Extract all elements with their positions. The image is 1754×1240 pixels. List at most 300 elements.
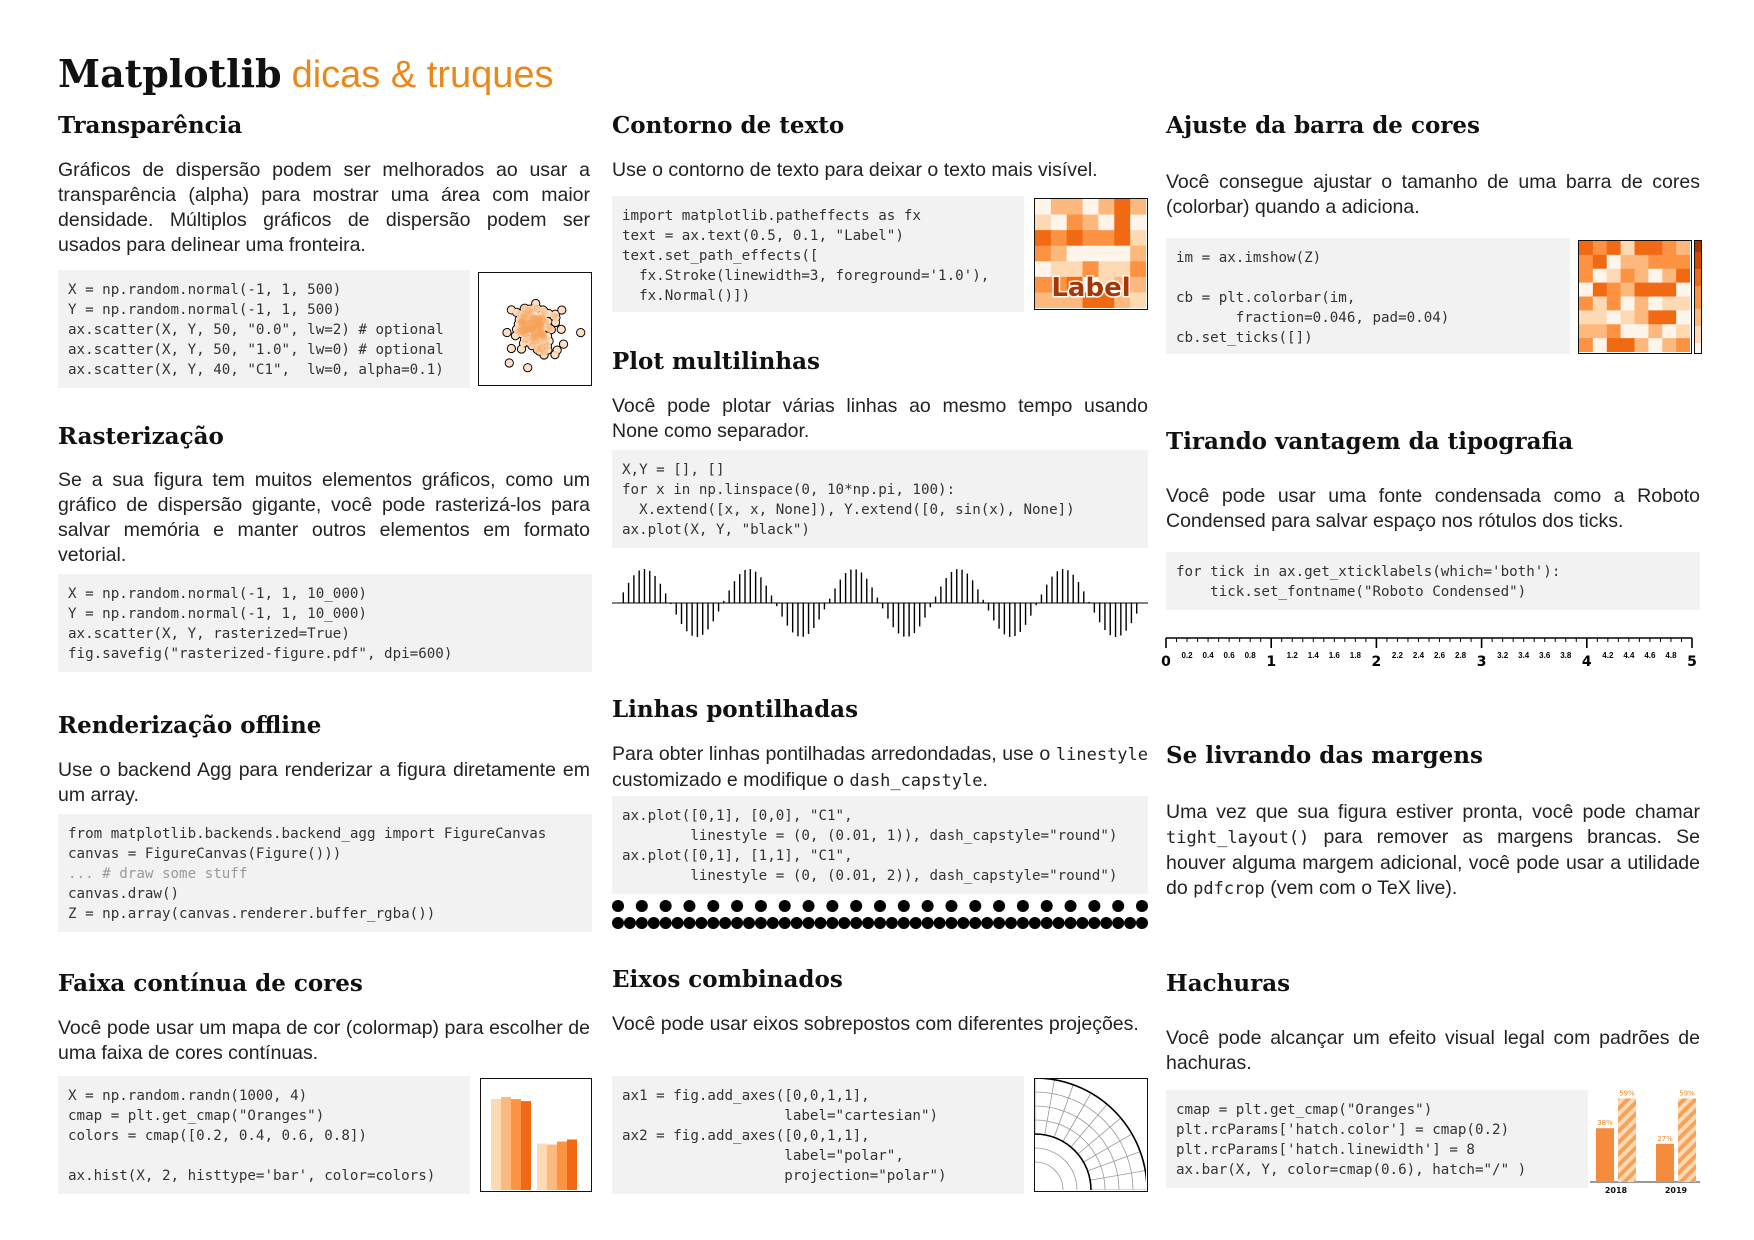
dot-sparse <box>731 900 743 912</box>
dot-dense <box>1088 917 1100 929</box>
colorbar-heatmap-cell <box>1607 241 1621 255</box>
hatch-chart-category-label: 2019 <box>1664 1186 1688 1195</box>
code-line: X.extend([x, x, None]), Y.extend([0, sin(x), None]) <box>622 502 1075 518</box>
text-offline: Use o backend Agg para renderizar a figura diretamente em um array. <box>58 759 590 806</box>
major-tick-label: 0 <box>1161 654 1171 670</box>
scatter-point-alpha <box>529 333 536 340</box>
colorbar-segment <box>1694 263 1702 269</box>
outline-heatmap-cell <box>1035 261 1051 277</box>
outline-heatmap-cell <box>1051 199 1067 215</box>
polar-grid-arc <box>1035 1148 1077 1190</box>
colorbar-segment <box>1694 269 1702 275</box>
code-line: ax.hist(X, 2, histtype='bar', color=colors) <box>68 1168 436 1184</box>
hatch-chart-solid-bar <box>1656 1144 1674 1182</box>
code-line: plt.rcParams['hatch.color'] = cmap(0.2) <box>1176 1122 1510 1138</box>
dot-sparse <box>803 900 815 912</box>
colorbar-heatmap-cell <box>1648 324 1662 338</box>
hatch-chart-hatched-bar <box>1678 1098 1696 1182</box>
scatter-point-alpha <box>554 347 561 354</box>
colorbar-heatmap-cell <box>1621 297 1635 311</box>
outline-heatmap-cell <box>1067 246 1083 262</box>
colorbar-heatmap-cell <box>1676 324 1690 338</box>
colorbar-heatmap-cell <box>1607 255 1621 269</box>
dot-dense <box>874 917 886 929</box>
scatter-point-alpha <box>524 364 531 371</box>
dot-dense <box>862 917 874 929</box>
dot-dense <box>695 917 707 929</box>
outline-heatmap-cell <box>1083 215 1099 231</box>
scatter-point-alpha <box>506 359 513 366</box>
colorbar-heatmap-cell <box>1579 324 1593 338</box>
polar-grid-arc <box>1035 1162 1063 1190</box>
outline-heatmap-cell <box>1114 246 1130 262</box>
outline-heatmap-cell <box>1051 246 1067 262</box>
dot-sparse <box>850 900 862 912</box>
minor-tick-label: 2.4 <box>1412 651 1425 660</box>
colorbar-segment <box>1694 257 1702 263</box>
code-line: tick.set_fontname("Roboto Condensed") <box>1176 584 1527 600</box>
colorbar-heatmap-cell <box>1648 283 1662 297</box>
outline-heatmap-cell <box>1130 199 1146 215</box>
colorbar-heatmap-cell <box>1607 297 1621 311</box>
colorbar-heatmap-cell <box>1621 283 1635 297</box>
histogram-bar <box>557 1142 567 1190</box>
code-line: X = np.random.normal(-1, 1, 500) <box>68 282 342 298</box>
heading-transparencia: Transparência <box>58 112 243 139</box>
colorbar-heatmap-cell <box>1621 324 1635 338</box>
outline-heatmap-cell <box>1130 215 1146 231</box>
colorbar-heatmap-figure <box>1578 240 1692 354</box>
histogram-bar <box>537 1144 547 1190</box>
outline-heatmap-cell <box>1114 230 1130 246</box>
outline-heatmap-cell <box>1130 277 1146 293</box>
heading-contorno: Contorno de texto <box>612 112 845 139</box>
code-offline <box>58 814 592 932</box>
dot-dense <box>969 917 981 929</box>
code-line: ax.bar(X, Y, color=cmap(0.6), hatch="/" ) <box>1176 1162 1527 1178</box>
colorbar-heatmap-cell <box>1579 241 1593 255</box>
histogram-bar <box>491 1099 501 1190</box>
code-multilinhas <box>612 450 1148 548</box>
hatch-chart-solid-bar <box>1596 1128 1614 1182</box>
minor-tick-label: 3.2 <box>1497 651 1509 660</box>
code-line: ax.plot([0,1], [1,1], "C1", <box>622 848 853 864</box>
scatter-point-alpha <box>513 309 520 316</box>
outline-heatmap-cell <box>1130 230 1146 246</box>
colorbar-segment <box>1694 343 1702 349</box>
colorbar-heatmap-cell <box>1579 310 1593 324</box>
heading-margens: Se livrando das margens <box>1166 742 1483 769</box>
colorbar-heatmap-cell <box>1593 255 1607 269</box>
minor-tick-label: 2.8 <box>1454 651 1467 660</box>
colorbar-heatmap-cell <box>1607 310 1621 324</box>
code-line: for x in np.linspace(0, 10*np.pi, 100): <box>622 482 956 498</box>
colorbar-heatmap-cell <box>1593 283 1607 297</box>
histogram-plot <box>481 1079 590 1190</box>
dot-dense <box>922 917 934 929</box>
scatter-point-alpha <box>558 326 565 333</box>
text-segment: para remover as margens brancas. Se houver alguma margem adicional, você pode usar a utilidade do <box>1166 826 1700 899</box>
heading-pontilhadas: Linhas pontilhadas <box>612 696 859 723</box>
colorbar-heatmap-cell <box>1621 338 1635 352</box>
colorbar-segment <box>1694 303 1702 309</box>
dot-sparse <box>993 900 1005 912</box>
text-margens <box>1166 800 1700 902</box>
colorbar-heatmap-cell <box>1579 269 1593 283</box>
heading-offline: Renderização offline <box>58 712 322 739</box>
dot-dense <box>672 917 684 929</box>
scatter-point-alpha <box>519 330 526 337</box>
code-line: fraction=0.046, pad=0.04) <box>1176 310 1450 326</box>
dot-dense <box>779 917 791 929</box>
dot-sparse <box>874 900 886 912</box>
major-tick-label: 3 <box>1476 654 1487 670</box>
dot-dense <box>814 917 826 929</box>
dot-dense <box>1076 917 1088 929</box>
text-rasterizacao: Se a sua figura tem muitos elementos gráficos, como um gráfico de dispersão gigante, você pode rasterizá-los para salvar memória e manter outros elementos em formato vetorial. <box>58 469 590 566</box>
colorbar-heatmap-cell <box>1662 255 1676 269</box>
dot-dense <box>707 917 719 929</box>
scatter-point-alpha <box>518 315 525 322</box>
text-faixa: Você pode usar um mapa de cor (colormap) para escolher de uma faixa de cores contínuas. <box>58 1017 590 1064</box>
major-tick-label: 5 <box>1687 654 1697 670</box>
code-line: label="cartesian") <box>622 1108 939 1124</box>
colorbar-heatmap-cell <box>1676 310 1690 324</box>
dot-dense <box>1053 917 1065 929</box>
colorbar-heatmap-cell <box>1593 324 1607 338</box>
scatter-point-alpha <box>528 342 535 349</box>
colorbar-heatmap-cell <box>1676 297 1690 311</box>
outline-heatmap-cell <box>1098 199 1114 215</box>
dot-dense <box>1124 917 1136 929</box>
dot-sparse <box>1041 900 1053 912</box>
scatter-point-alpha <box>546 325 553 332</box>
code-line: ax2 = fig.add_axes([0,0,1,1], <box>622 1128 870 1144</box>
colorbar-heatmap-cell <box>1648 241 1662 255</box>
dot-dense <box>719 917 731 929</box>
scatter-point-alpha <box>539 333 546 340</box>
colorbar-heatmap-cell <box>1635 338 1649 352</box>
dot-dense <box>660 917 672 929</box>
colorbar-heatmap-cell <box>1662 338 1676 352</box>
scatter-point-alpha <box>560 341 567 348</box>
minor-tick-label: 4.4 <box>1623 651 1635 660</box>
colorbar-segment <box>1694 274 1702 280</box>
outline-heatmap-cell <box>1083 246 1099 262</box>
code-line: cb.set_ticks([]) <box>1176 330 1313 346</box>
dot-dense <box>981 917 993 929</box>
outline-heatmap-cell <box>1083 230 1099 246</box>
dot-dense <box>648 917 660 929</box>
dot-dense <box>898 917 910 929</box>
scatter-figure <box>478 272 592 386</box>
code-line: cmap = plt.get_cmap("Oranges") <box>1176 1102 1433 1118</box>
code-line: canvas = FigureCanvas(Figure())) <box>68 846 342 862</box>
histogram-bar <box>511 1099 521 1190</box>
scatter-point-alpha <box>528 305 535 312</box>
colorbar-heatmap-cell <box>1635 255 1649 269</box>
major-tick-label: 2 <box>1371 654 1382 670</box>
minor-tick-label: 2.2 <box>1391 651 1404 660</box>
scatter-point-alpha <box>552 314 559 321</box>
outline-heatmap-cell <box>1051 230 1067 246</box>
title-sub: dicas & truques <box>291 54 554 96</box>
dot-dense <box>934 917 946 929</box>
dot-sparse <box>969 900 981 912</box>
colorbar-heatmap-cell <box>1648 338 1662 352</box>
text-outline-figure <box>1034 198 1148 310</box>
hatch-chart-value-label: 27% <box>1657 1134 1673 1143</box>
text-pontilhadas <box>612 742 1148 794</box>
colorbar-heatmap-cell <box>1662 310 1676 324</box>
colorbar-heatmap-cell <box>1621 255 1635 269</box>
colorbar-heatmap-cell <box>1621 241 1635 255</box>
scatter-point-alpha <box>527 323 534 330</box>
major-tick-label: 1 <box>1266 654 1277 670</box>
text-transparencia: Gráficos de dispersão podem ser melhorados ao usar a transparência (alpha) para mostrar uma área com maior densidade. Múltiplos gráficos de dispersão podem ser usados para delinear uma fronteira. <box>58 159 590 256</box>
dot-dense <box>1029 917 1041 929</box>
dot-dense <box>1112 917 1124 929</box>
inline-code: dash_capstyle <box>849 771 983 791</box>
scatter-point-alpha <box>508 345 515 352</box>
minor-tick-label: 0.4 <box>1202 651 1214 660</box>
dot-dense <box>838 917 850 929</box>
colorbar-segment <box>1694 331 1702 337</box>
page-title <box>58 52 554 97</box>
code-line: from matplotlib.backends.backend_agg import FigureCanvas <box>68 826 547 842</box>
scatter-point-alpha <box>542 343 549 350</box>
dot-sparse <box>1088 900 1100 912</box>
code-barra <box>1166 238 1570 354</box>
histogram-bar <box>567 1140 577 1191</box>
text-segment: (vem com o TeX live). <box>1270 877 1458 899</box>
hatch-chart-value-label: 59% <box>1679 1089 1695 1098</box>
dot-dense <box>803 917 815 929</box>
colorbar-heatmap-cell <box>1635 310 1649 324</box>
code-comment-line: ... # draw some stuff <box>68 866 248 882</box>
colorbar-heatmap-cell <box>1662 269 1676 283</box>
code-hachuras <box>1166 1090 1588 1188</box>
outline-heatmap-cell <box>1098 215 1114 231</box>
dot-dense <box>683 917 695 929</box>
minor-tick-label: 1.4 <box>1307 651 1319 660</box>
colorbar-segment <box>1694 326 1702 332</box>
colorbar-heatmap-cell <box>1579 297 1593 311</box>
histogram-bar <box>501 1097 511 1190</box>
dot-dense <box>755 917 767 929</box>
hatch-chart-hatched-bar <box>1618 1098 1636 1182</box>
colorbar-heatmap-cell <box>1579 338 1593 352</box>
dot-dense <box>1041 917 1053 929</box>
colorbar-heatmap-cell <box>1607 324 1621 338</box>
minor-tick-label: 1.8 <box>1349 651 1361 660</box>
heading-tipografia: Tirando vantagem da tipografia <box>1166 428 1574 455</box>
code-tipografia <box>1166 552 1700 610</box>
text-eixos: Você pode usar eixos sobrepostos com diferentes projeções. <box>612 1013 1139 1035</box>
code-line: ax1 = fig.add_axes([0,0,1,1], <box>622 1088 870 1104</box>
hatch-chart-value-label: 59% <box>1619 1089 1635 1098</box>
code-transparencia <box>58 270 470 388</box>
outline-heatmap-cell <box>1035 199 1051 215</box>
heading-eixos: Eixos combinados <box>612 966 843 993</box>
code-line: ax.scatter(X, Y, rasterized=True) <box>68 626 350 642</box>
colorbar-heatmap-cell <box>1593 297 1607 311</box>
outline-heatmap-cell <box>1098 246 1114 262</box>
dot-dense <box>945 917 957 929</box>
code-line: X,Y = [], [] <box>622 462 725 478</box>
histogram-bar <box>521 1101 531 1190</box>
minor-tick-label: 0.6 <box>1223 651 1235 660</box>
outline-heatmap-cell <box>1130 246 1146 262</box>
outline-heatmap-cell <box>1035 277 1051 293</box>
outline-label-text: Label <box>1051 273 1131 303</box>
colorbar-heatmap-cell <box>1593 241 1607 255</box>
dot-dense <box>886 917 898 929</box>
outline-heatmap-cell <box>1035 215 1051 231</box>
dot-dense <box>1100 917 1112 929</box>
colorbar-segment <box>1694 291 1702 297</box>
scatter-point-alpha <box>558 306 565 313</box>
colorbar-heatmap-cell <box>1648 297 1662 311</box>
dot-dense <box>743 917 755 929</box>
dot-dense <box>910 917 922 929</box>
minor-tick-label: 1.2 <box>1286 651 1298 660</box>
scatter-point-alpha <box>545 310 552 317</box>
polar-grid-spoke <box>1078 1119 1120 1154</box>
outline-heatmap-cell <box>1067 230 1083 246</box>
outline-heatmap-cell <box>1051 215 1067 231</box>
dot-dense <box>791 917 803 929</box>
colorbar-segment <box>1694 251 1702 257</box>
heatmap-with-label <box>1035 199 1146 308</box>
inline-code: linestyle <box>1055 745 1149 765</box>
colorbar-heatmap-cell <box>1676 241 1690 255</box>
code-line: Y = np.random.normal(-1, 1, 10_000) <box>68 606 367 622</box>
dot-sparse <box>1065 900 1077 912</box>
code-line: im = ax.imshow(Z) <box>1176 250 1322 266</box>
code-line: cmap = plt.get_cmap("Oranges") <box>68 1108 325 1124</box>
code-line: fx.Normal()]) <box>622 288 751 304</box>
colorbar-heatmap-cell <box>1648 255 1662 269</box>
dot-sparse <box>826 900 838 912</box>
condensed-tick-axis <box>1160 632 1706 676</box>
dot-dense <box>1005 917 1017 929</box>
code-line: plt.rcParams['hatch.linewidth'] = 8 <box>1176 1142 1475 1158</box>
minor-tick-label: 1.6 <box>1328 651 1340 660</box>
outline-heatmap-cell <box>1035 292 1051 308</box>
minor-tick-label: 3.6 <box>1539 651 1551 660</box>
colorbar-heatmap-cell <box>1593 310 1607 324</box>
minor-tick-label: 3.8 <box>1560 651 1572 660</box>
code-line: fig.savefig("rasterized-figure.pdf", dpi=600) <box>68 646 453 662</box>
dot-sparse <box>636 900 648 912</box>
minor-tick-label: 0.8 <box>1244 651 1256 660</box>
dot-dense <box>1017 917 1029 929</box>
outline-heatmap-cell <box>1098 230 1114 246</box>
dot-dense <box>731 917 743 929</box>
dot-sparse <box>922 900 934 912</box>
minor-tick-label: 3.4 <box>1518 651 1530 660</box>
colorbar-heatmap-cell <box>1593 269 1607 283</box>
text-segment: Para obter linhas pontilhadas arredondadas, use o <box>612 743 1051 765</box>
colorbar-heatmap-cell <box>1635 283 1649 297</box>
multiline-sine-plot <box>612 565 1148 641</box>
polar-grid-arc <box>1035 1134 1091 1190</box>
code-line: colors = cmap([0.2, 0.4, 0.6, 0.8]) <box>68 1128 367 1144</box>
heading-barra: Ajuste da barra de cores <box>1166 112 1480 139</box>
colorbar-segment <box>1694 320 1702 326</box>
dot-sparse <box>660 900 672 912</box>
minor-tick-label: 0.2 <box>1181 651 1193 660</box>
text-segment: . <box>982 769 988 791</box>
code-faixa <box>58 1076 470 1194</box>
outline-heatmap-cell <box>1114 215 1130 231</box>
code-line: linestyle = (0, (0.01, 2)), dash_capstyle="round") <box>622 868 1118 884</box>
colorbar-heatmap-cell <box>1676 255 1690 269</box>
scatter-point-alpha <box>503 329 510 336</box>
code-line: ax.scatter(X, Y, 50, "1.0", lw=0) # optional <box>68 342 444 358</box>
colorbar-heatmap-cell <box>1648 310 1662 324</box>
dot-dense <box>957 917 969 929</box>
code-line: text = ax.text(0.5, 0.1, "Label") <box>622 228 904 244</box>
code-line: cb = plt.colorbar(im, <box>1176 290 1356 306</box>
dot-dense <box>624 917 636 929</box>
colorbar-heatmap-cell <box>1579 255 1593 269</box>
code-line: ax.scatter(X, Y, 50, "0.0", lw=2) # optional <box>68 322 444 338</box>
scatter-point-alpha <box>512 332 519 339</box>
scatter-point-alpha <box>539 315 546 322</box>
major-tick-label: 4 <box>1581 654 1592 670</box>
title-main: Matplotlib <box>58 51 282 96</box>
colorbar-heatmap-cell <box>1676 269 1690 283</box>
colorbar-heatmap-cell <box>1607 269 1621 283</box>
colorbar-heatmap-cell <box>1607 283 1621 297</box>
colorbar-segment <box>1694 314 1702 320</box>
text-multilinhas: Você pode plotar várias linhas ao mesmo tempo usando None como separador. <box>612 395 1148 442</box>
dot-dense <box>612 917 624 929</box>
code-eixos <box>612 1076 1024 1194</box>
colorbar-heatmap-cell <box>1676 338 1690 352</box>
scatter-point-alpha <box>541 349 548 356</box>
inline-code: pdfcrop <box>1193 879 1265 899</box>
colorbar-segment <box>1694 280 1702 286</box>
colorbar-segment <box>1694 337 1702 343</box>
heading-rasterizacao: Rasterização <box>58 423 224 450</box>
code-line: X = np.random.normal(-1, 1, 10_000) <box>68 586 367 602</box>
colorbar-heatmap-cell <box>1635 241 1649 255</box>
colorbar-heatmap-cell <box>1635 269 1649 283</box>
histogram-figure <box>480 1078 592 1192</box>
inline-code: tight_layout() <box>1166 828 1310 848</box>
text-barra: Você consegue ajustar o tamanho de uma barra de cores (colorbar) quando a adiciona. <box>1166 171 1700 218</box>
code-line: ax.plot([0,1], [0,0], "C1", <box>622 808 853 824</box>
colorbar <box>1694 240 1702 354</box>
colorbar-heatmap-cell <box>1635 297 1649 311</box>
minor-tick-label: 2.6 <box>1433 651 1446 660</box>
colorbar-heatmap-cell <box>1621 310 1635 324</box>
dot-dense <box>1065 917 1077 929</box>
colorbar-heatmap-cell <box>1593 338 1607 352</box>
code-line: ax.scatter(X, Y, 40, "C1", lw=0, alpha=0.1) <box>68 362 444 378</box>
colorbar-heatmap-cell <box>1579 283 1593 297</box>
dot-dense <box>826 917 838 929</box>
minor-tick-label: 4.8 <box>1665 651 1677 660</box>
dotted-lines-plot <box>612 898 1148 932</box>
code-line: canvas.draw() <box>68 886 180 902</box>
dot-sparse <box>779 900 791 912</box>
text-contorno: Use o contorno de texto para deixar o texto mais visível. <box>612 159 1098 181</box>
hatch-chart-category-label: 2018 <box>1604 1186 1628 1195</box>
